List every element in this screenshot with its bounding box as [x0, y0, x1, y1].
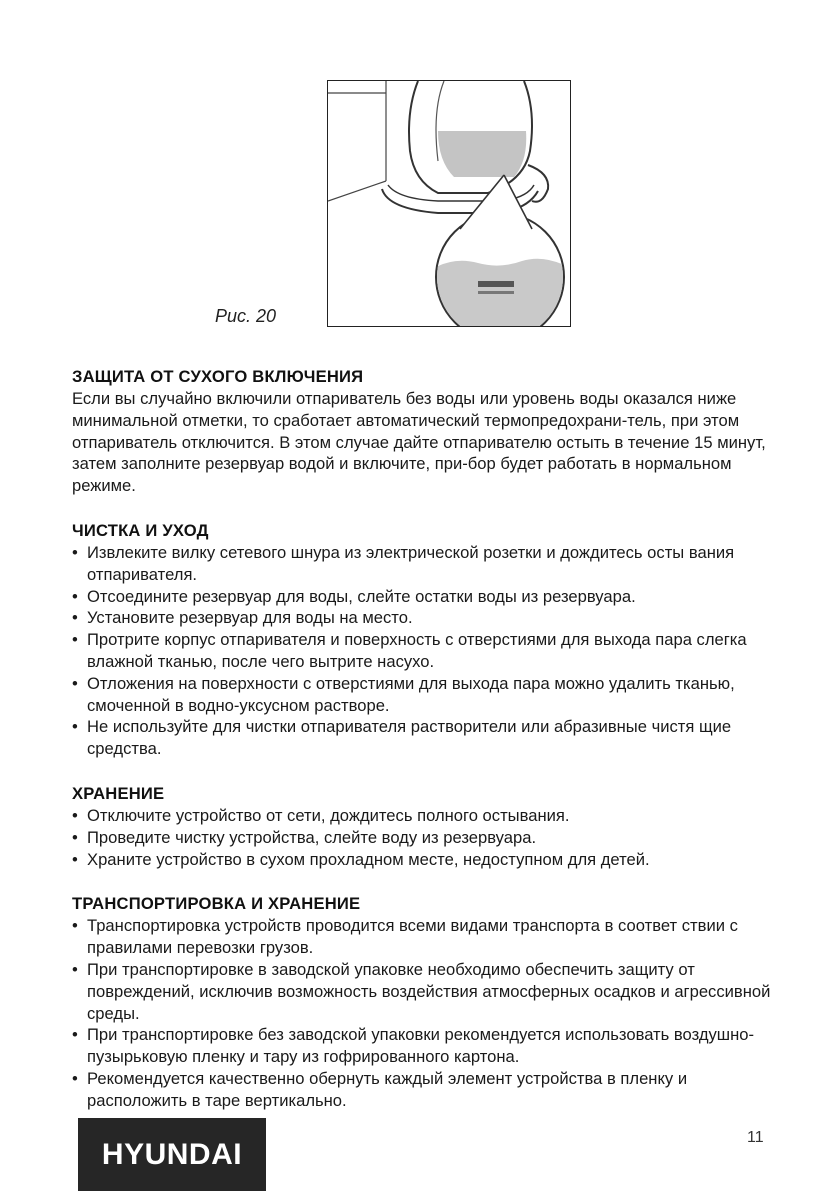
- list-item: • Извлеките вилку сетевого шнура из электрической розетки и дождитесь осты вания отпаривателя.: [72, 542, 772, 586]
- section-dry-start-protection: [72, 366, 772, 497]
- section-cleaning-care: [72, 520, 772, 760]
- figure-caption: Рис. 20: [215, 306, 277, 326]
- list-item: • Отложения на поверхности с отверстиями для выхода пара можно удалить тканью, смоченной в водно-уксусном растворе.: [72, 673, 772, 717]
- list-item: • Рекомендуется качественно обернуть каждый элемент устройства в пленку и расположить в таре вертикально.: [72, 1068, 772, 1112]
- list-item: • Храните устройство в сухом прохладном месте, недоступном для детей.: [72, 849, 772, 871]
- bullet-list: [72, 915, 772, 1111]
- section-storage: [72, 783, 772, 870]
- page-number: 11: [747, 1129, 764, 1146]
- list-item: • Проведите чистку устройства, слейте воду из резервуара.: [72, 827, 772, 849]
- list-item: • Протрите корпус отпаривателя и поверхность с отверстиями для выхода пара слегка влажной тканью, после чего вытрите насухо.: [72, 629, 772, 673]
- section-heading: ТРАНСПОРТИРОВКА И ХРАНЕНИЕ: [72, 894, 361, 914]
- steamer-water-level-illustration: [328, 81, 571, 327]
- section-heading: ХРАНЕНИЕ: [72, 783, 165, 803]
- list-item: • При транспортировке без заводской упаковки рекомендуется использовать воздушно-пузырьковую пленку и тару из гофрированного картона.: [72, 1024, 772, 1068]
- list-item: • Не используйте для чистки отпаривателя растворители или абразивные чистя щие средства.: [72, 716, 772, 760]
- section-transport-storage: [72, 893, 772, 1111]
- section-paragraph: Если вы случайно включили отпариватель без воды или уровень воды оказался ниже минимальной отметки, то сработает автоматический термопредохрани-тель, при этом отпариватель отключится. В этом случае дайте отпаривателю остыть в течение 15 минут, затем заполните резервуар водой и включите, при-бор будет работать в нормальном режиме.: [72, 389, 766, 496]
- figure-illustration: [327, 80, 571, 327]
- list-item: • Отсоедините резервуар для воды, слейте остатки воды из резервуара.: [72, 586, 772, 608]
- list-item: • Отключите устройство от сети, дождитесь полного остывания.: [72, 805, 772, 827]
- bullet-list: [72, 805, 772, 870]
- section-heading: ЧИСТКА И УХОД: [72, 520, 209, 540]
- section-heading: ЗАЩИТА ОТ СУХОГО ВКЛЮЧЕНИЯ: [72, 367, 364, 386]
- list-item: • При транспортировке в заводской упаковке необходимо обеспечить защиту от повреждений, исключив возможность воздействия атмосферных осадков и агрессивной среды.: [72, 959, 772, 1024]
- list-item: • Установите резервуар для воды на место.: [72, 607, 772, 629]
- document-body: [72, 366, 772, 1135]
- hyundai-logo: HYUNDAI: [78, 1118, 266, 1191]
- list-item: • Транспортировка устройств проводится всеми видами транспорта в соответ ствии с правилами перевозки грузов.: [72, 915, 772, 959]
- bullet-list: [72, 542, 772, 760]
